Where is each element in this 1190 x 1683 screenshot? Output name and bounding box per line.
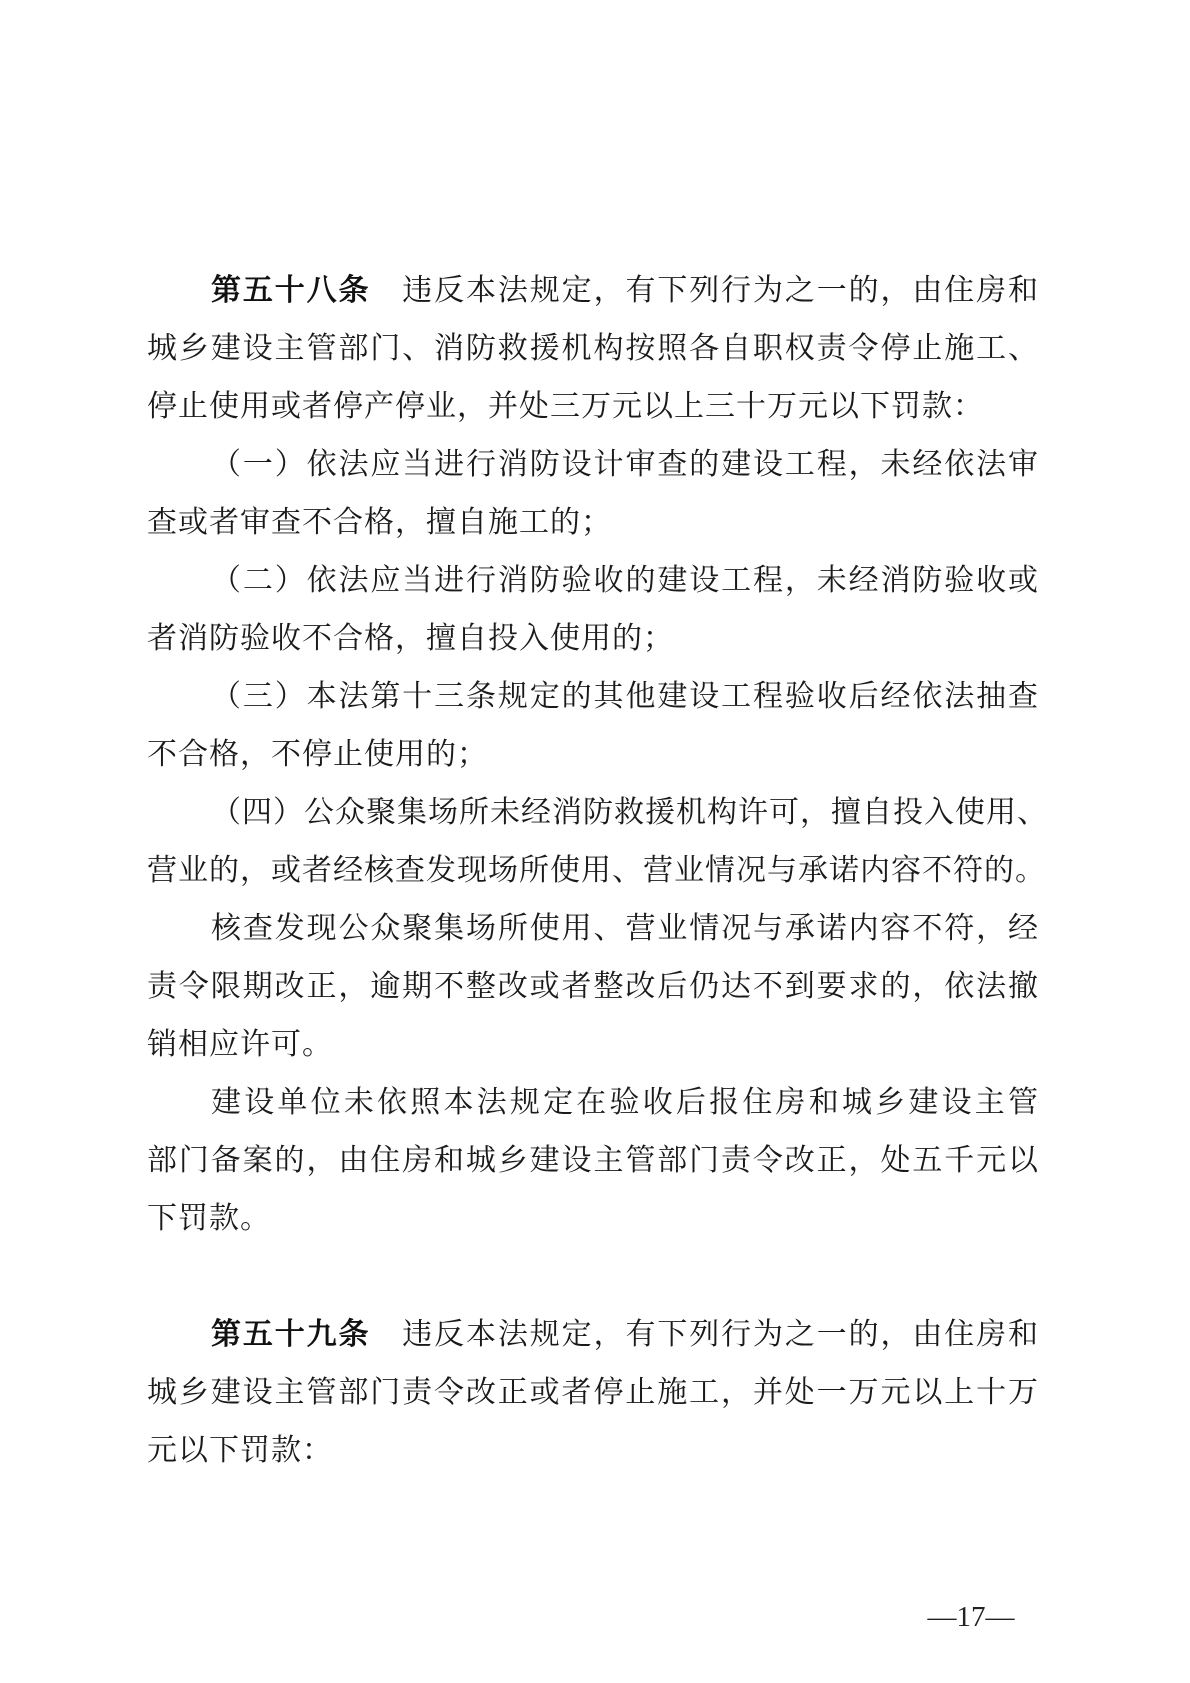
line-text: 查或者审查不合格，擅自施工的；: [147, 506, 612, 539]
article-number: 第五十九条: [211, 1318, 371, 1351]
line-text: 责令限期改正，逾期不整改或者整改后仍达不到要求的，依法撤: [147, 970, 1039, 1003]
line-text: 违反本法规定，有下列行为之一的，由住房和: [370, 1318, 1040, 1351]
line-text: （四）公众聚集场所未经消防救援机构许可，擅自投入使用、: [211, 796, 1048, 829]
text-line: [147, 900, 1039, 958]
line-text: 者消防验收不合格，擅自投入使用的；: [147, 622, 674, 655]
line-text: （一）依法应当进行消防设计审查的建设工程，未经依法审: [211, 448, 1039, 481]
article-number: 第五十八条: [211, 274, 371, 307]
text-line: [147, 668, 1039, 726]
text-line: [147, 262, 1039, 320]
text-line: [147, 1364, 1039, 1422]
text-line: [147, 552, 1039, 610]
text-line: [147, 1074, 1039, 1132]
document-body: [147, 262, 1048, 1480]
text-line: [147, 1016, 1039, 1074]
text-line: [147, 610, 1039, 668]
text-line: [147, 1306, 1039, 1364]
text-line: [147, 958, 1039, 1016]
page-number: —17—: [927, 1601, 1015, 1633]
line-text: 城乡建设主管部门责令改正或者停止施工，并处一万元以上十万: [147, 1376, 1039, 1409]
line-text: 部门备案的，由住房和城乡建设主管部门责令改正，处五千元以: [147, 1144, 1039, 1177]
text-line: [147, 378, 1039, 436]
line-text: 下罚款。: [147, 1202, 271, 1235]
text-line: [147, 494, 1039, 552]
text-line: [147, 842, 1046, 900]
text-line: [147, 1422, 1039, 1480]
line-text: 违反本法规定，有下列行为之一的，由住房和: [370, 274, 1040, 307]
text-line: [147, 726, 1039, 784]
line-text: 核查发现公众聚集场所使用、营业情况与承诺内容不符，经: [211, 912, 1039, 945]
line-text: 元以下罚款：: [147, 1434, 333, 1467]
text-line: [147, 436, 1039, 494]
text-line: [147, 1190, 1039, 1248]
line-text: 停止使用或者停产停业，并处三万元以上三十万元以下罚款：: [147, 390, 984, 423]
line-text: 不合格，不停止使用的；: [147, 738, 488, 771]
text-line: [147, 784, 1048, 842]
line-text: 建设单位未依照本法规定在验收后报住房和城乡建设主管: [211, 1086, 1039, 1119]
text-line: [147, 1132, 1039, 1190]
text-line: [147, 320, 1039, 378]
line-text: （三）本法第十三条规定的其他建设工程验收后经依法抽查: [211, 680, 1039, 713]
line-text: （二）依法应当进行消防验收的建设工程，未经消防验收或: [211, 564, 1039, 597]
line-text: 销相应许可。: [147, 1028, 333, 1061]
line-text: 城乡建设主管部门、消防救援机构按照各自职权责令停止施工、: [147, 332, 1039, 365]
blank-line: [147, 1248, 1039, 1306]
line-text: 营业的，或者经核查发现场所使用、营业情况与承诺内容不符的。: [147, 854, 1046, 887]
